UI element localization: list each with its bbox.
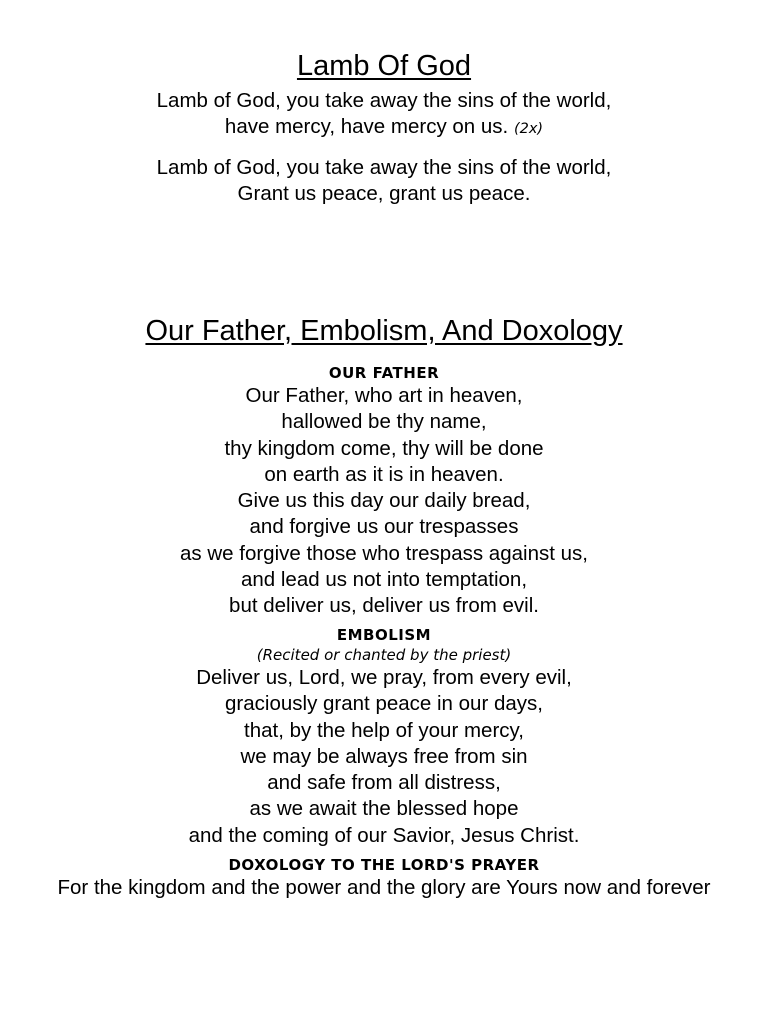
prayer-line: hallowed be thy name,	[281, 410, 487, 434]
prayer-line: thy kingdom come, thy will be done	[224, 436, 544, 460]
repeat-marker: (2x)	[513, 121, 544, 138]
prayer-line: Deliver us, Lord, we pray, from every evil,	[196, 666, 572, 689]
lamb-verse-1-line-1: Lamb of God, you take away the sins of the world,	[156, 89, 612, 112]
doxology-text: For the kingdom and the power and the glory are Yours now and forever	[57, 876, 711, 899]
lamb-verse-2	[0, 155, 768, 208]
prayer-line: but deliver us, deliver us from evil.	[229, 594, 539, 618]
lamb-of-god-title: Lamb Of God	[296, 50, 472, 82]
prayers-title: Our Father, Embolism, And Doxology	[145, 315, 623, 347]
embolism-heading: EMBOLISM	[336, 626, 432, 644]
our-father-heading: OUR FATHER	[328, 364, 440, 382]
lamb-verse-1	[0, 88, 768, 143]
prayer-line: and the coming of our Savior, Jesus Christ.	[188, 823, 580, 847]
lamb-verse-2-line-2: Grant us peace, grant us peace.	[237, 182, 531, 206]
lamb-verse-2-line-1: Lamb of God, you take away the sins of the world,	[156, 156, 612, 179]
prayer-line: that, by the help of your mercy,	[244, 718, 524, 742]
prayer-line: Our Father, who art in heaven,	[245, 384, 523, 407]
prayer-line: we may be always free from sin	[240, 744, 528, 768]
prayer-line: and forgive us our trespasses	[249, 515, 519, 539]
prayer-line: Give us this day our daily bread,	[237, 489, 531, 513]
lamb-verse-1-line-2-text: have mercy, have mercy on us.	[224, 115, 509, 139]
prayer-line: on earth as it is in heaven.	[264, 462, 504, 486]
doxology-heading: DOXOLOGY TO THE LORD'S PRAYER	[228, 856, 540, 874]
prayer-line: and lead us not into temptation,	[240, 568, 528, 592]
prayer-line: as we await the blessed hope	[249, 797, 519, 821]
embolism-section	[0, 625, 768, 849]
doxology-section	[0, 855, 768, 902]
lamb-verse-1-line-2	[0, 114, 768, 142]
prayer-line: as we forgive those who trespass against us,	[180, 541, 588, 565]
embolism-note: (Recited or chanted by the priest)	[256, 646, 512, 664]
prayer-line: and safe from all distress,	[267, 771, 501, 795]
prayer-line: graciously grant peace in our days,	[225, 692, 543, 716]
our-father-section	[0, 363, 768, 620]
